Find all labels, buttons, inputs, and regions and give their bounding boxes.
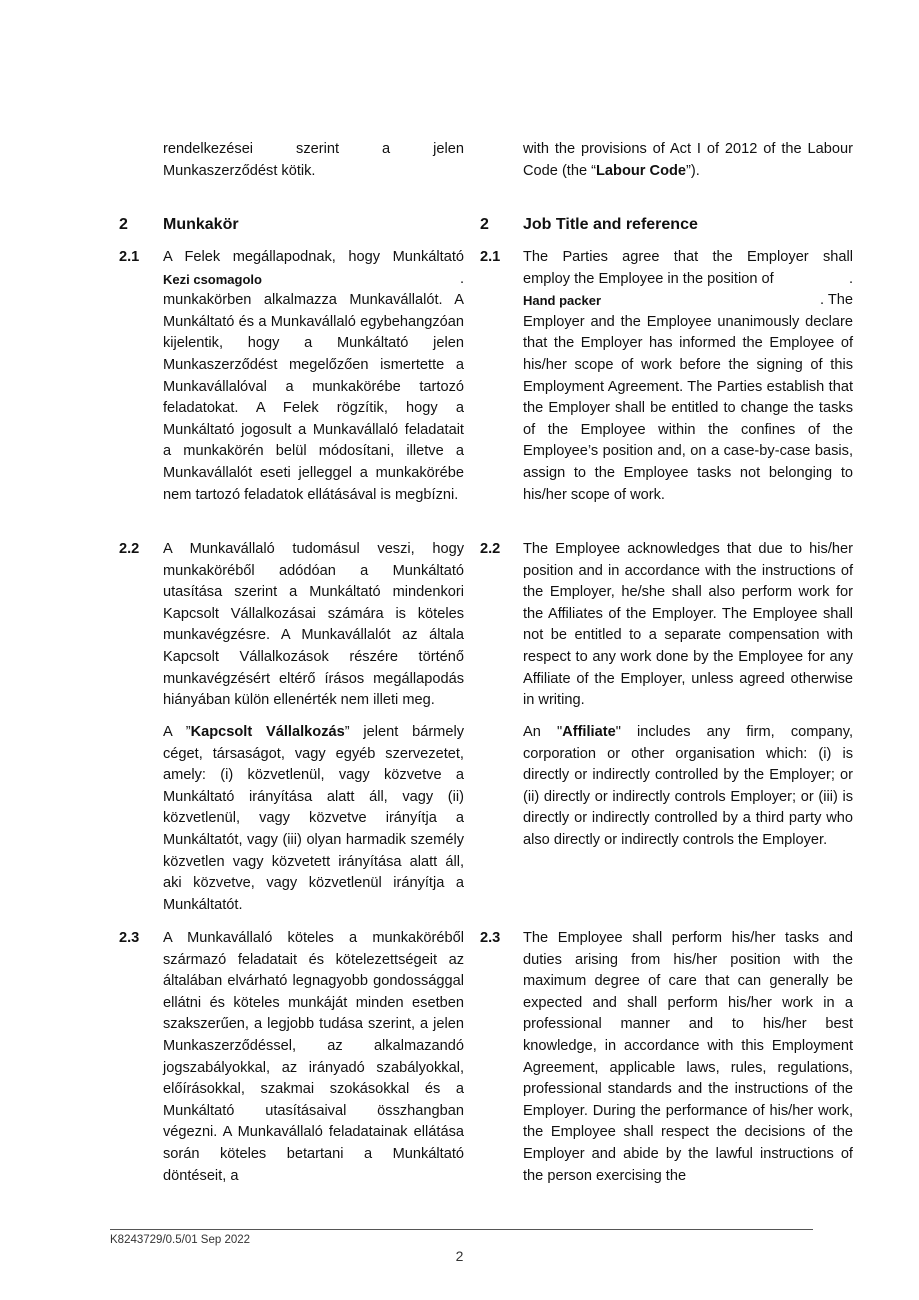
intro-hu-text — [163, 139, 464, 182]
clause-2-1-hu-position-line — [163, 269, 464, 291]
labour-code-term: Labour Code — [596, 162, 687, 179]
clause-number-en: 2.1 — [480, 249, 501, 265]
clause-2-3-en: The Employee shall perform his/her tasks and duties arising from his/her position with the maximum degree of care that can generally be expected and shall perform his/her work in a professional manner and to his/her best knowledge, in accordance with this Employment Agreement, applicable laws, rules, regulations, professional standards and the instructions of the Employer. During the performance of his/her work, the Employee shall respect the decisions of the Employer and abide by the lawful instructions of the person exercising the — [523, 930, 853, 1184]
clause-2-2-hu: A Munkavállaló tudomásul veszi, hogy munkaköréből adódóan a Munkáltató utasítása szerint a Munkáltató mindenkori Kapcsolt Vállalkozásai számára is köteles munkavégzésre. A Munkavállalót az általa Kapcsolt Vállalkozások részére történő munkavégzésért eltérő írásos megállapodás hiányában külön ellenérték nem illeti meg. — [163, 541, 464, 709]
document-reference: K8243729/0.5/01 Sep 2022 — [110, 1234, 251, 1246]
section-number-en: 2 — [480, 216, 489, 233]
clause-2-1-hu-rest: munkakörben alkalmazza Munkavállalót. A Munkáltató és a Munkavállaló egybehangzóan kijelentik, hogy a Munkáltató jelen Munkaszerződést megelőzően ismertette a Munkavállalóval a munkakörébe tartozó feladatokat. A Felek rögzítik, hogy a Munkáltató jogosult a Munkavállaló feladatait a munkakörén belül módosítani, illetve a Munkavállalót eseti jelleggel a munkakörébe nem tartozó feladatok ellátásával is megbízni. — [163, 292, 464, 503]
affiliate-term-en: Affiliate — [562, 724, 616, 740]
clause-number-hu: 2.1 — [119, 249, 140, 265]
intro-en-suffix: ”). — [686, 162, 700, 179]
clause-2-2-en: The Employee acknowledges that due to his/her position and in accordance with the instructions of the Employer, he/she shall also perform work for the Affiliates of the Employer. The Employee shall not be entitled to a separate compensation with respect to any work done by the Employee for any Affiliate of the Employer, unless agreed otherwise in writing. — [523, 541, 853, 709]
clause-2-1-en — [523, 247, 853, 506]
affiliate-def-en-prefix: An " — [523, 724, 563, 740]
position-dot-hu: . — [459, 270, 464, 287]
position-value-hu: Kezi csomagolo — [163, 271, 262, 287]
clause-2-1-en-position-line — [523, 290, 853, 312]
clause-2-1-en-rest: Employer and the Employee unanimously declare that the Employer has informed the Employee of his/her scope of work before the signing of this Employment Agreement. The Parties establish that the Employer shall be entitled to change the tasks of the Employee within the confines of the Employee’s position and, on a case-by-case basis, assign to the Employee tasks not belonging to his/her scope of work. — [523, 313, 853, 503]
affiliate-def-en-rest: " includes any firm, company, corporation or other organisation which: (i) is directly or indirectly controlled by the Employer; or (ii) directly or indirectly controls Employer; or (iii) is directly or indirectly controlled by a third party who also directly or indirectly controls the Employer. — [523, 724, 854, 848]
intro-en-text — [523, 139, 853, 182]
clause-2-1-en-line1: The Parties agree that the Employer shall — [523, 249, 853, 265]
affiliate-def-hu-prefix: A ” — [163, 724, 191, 740]
clause-number-en: 2.3 — [480, 930, 501, 946]
footer-divider — [110, 1229, 813, 1230]
affiliate-definition-en — [523, 722, 853, 852]
intro-hu-line2: Munkaszerződést kötik. — [163, 162, 316, 179]
section-number-hu: 2 — [119, 216, 128, 233]
intro-en-prefix: with the provisions of Act I of 2012 of the Labour Code (the “ — [523, 141, 853, 179]
affiliate-def-hu-rest: ” jelent bármely céget, társaságot, vagy egyéb szervezetet, amely: (i) közvetlenül, vagy közvetve a Munkáltató irányítása alatt áll, vagy (ii) közvetlenül, vagy közvetve irányítja a Munkáltatót, vagy (iii) olyan harmadik személy közvetlen vagy közvetett irányítása alatt áll, aki közvetve, vagy közvetlenül irányítja a Munkáltatót. — [163, 724, 464, 913]
affiliate-definition-hu — [163, 722, 464, 916]
clause-number-hu: 2.3 — [119, 930, 140, 946]
page-number: 2 — [455, 1248, 464, 1264]
intro-hu-line1: rendelkezései szerint a jelen — [163, 141, 464, 157]
position-dot-en: . — [848, 270, 853, 287]
clause-2-3-hu: A Munkavállaló köteles a munkaköréből származó feladatait és kötelezettségeit az általában elvárható legnagyobb gondossággal ellátni és köteles munkáját minden esetben szakszerűen, a legjobb tudása szerint, a jelen Munkaszerződéssel, az alkalmazandó jogszabályokkal, az irányadó szabályokkal, előírásokkal, szakmai szokásokkal és a Munkáltató utasításaival összhangban végezni. A Munkavállaló feladatainak ellátása során köteles betartani a Munkáltató döntéseit, a — [163, 930, 464, 1184]
clause-2-1-hu — [163, 247, 464, 506]
clause-2-1-en-line2 — [523, 269, 853, 291]
position-value-en: Hand packer — [523, 293, 602, 309]
clause-2-1-en-the: . The — [820, 292, 853, 309]
clause-number-en: 2.2 — [480, 541, 501, 557]
clause-2-1-hu-line1: A Felek megállapodnak, hogy Munkáltató — [163, 249, 464, 265]
clause-number-hu: 2.2 — [119, 541, 140, 557]
affiliate-term-hu: Kapcsolt Vállalkozás — [190, 724, 345, 740]
section-title-en: Job Title and reference — [523, 216, 698, 233]
clause-2-1-en-line2-text: employ the Employee in the position of — [523, 270, 774, 287]
section-title-hu: Munkakör — [163, 216, 239, 233]
